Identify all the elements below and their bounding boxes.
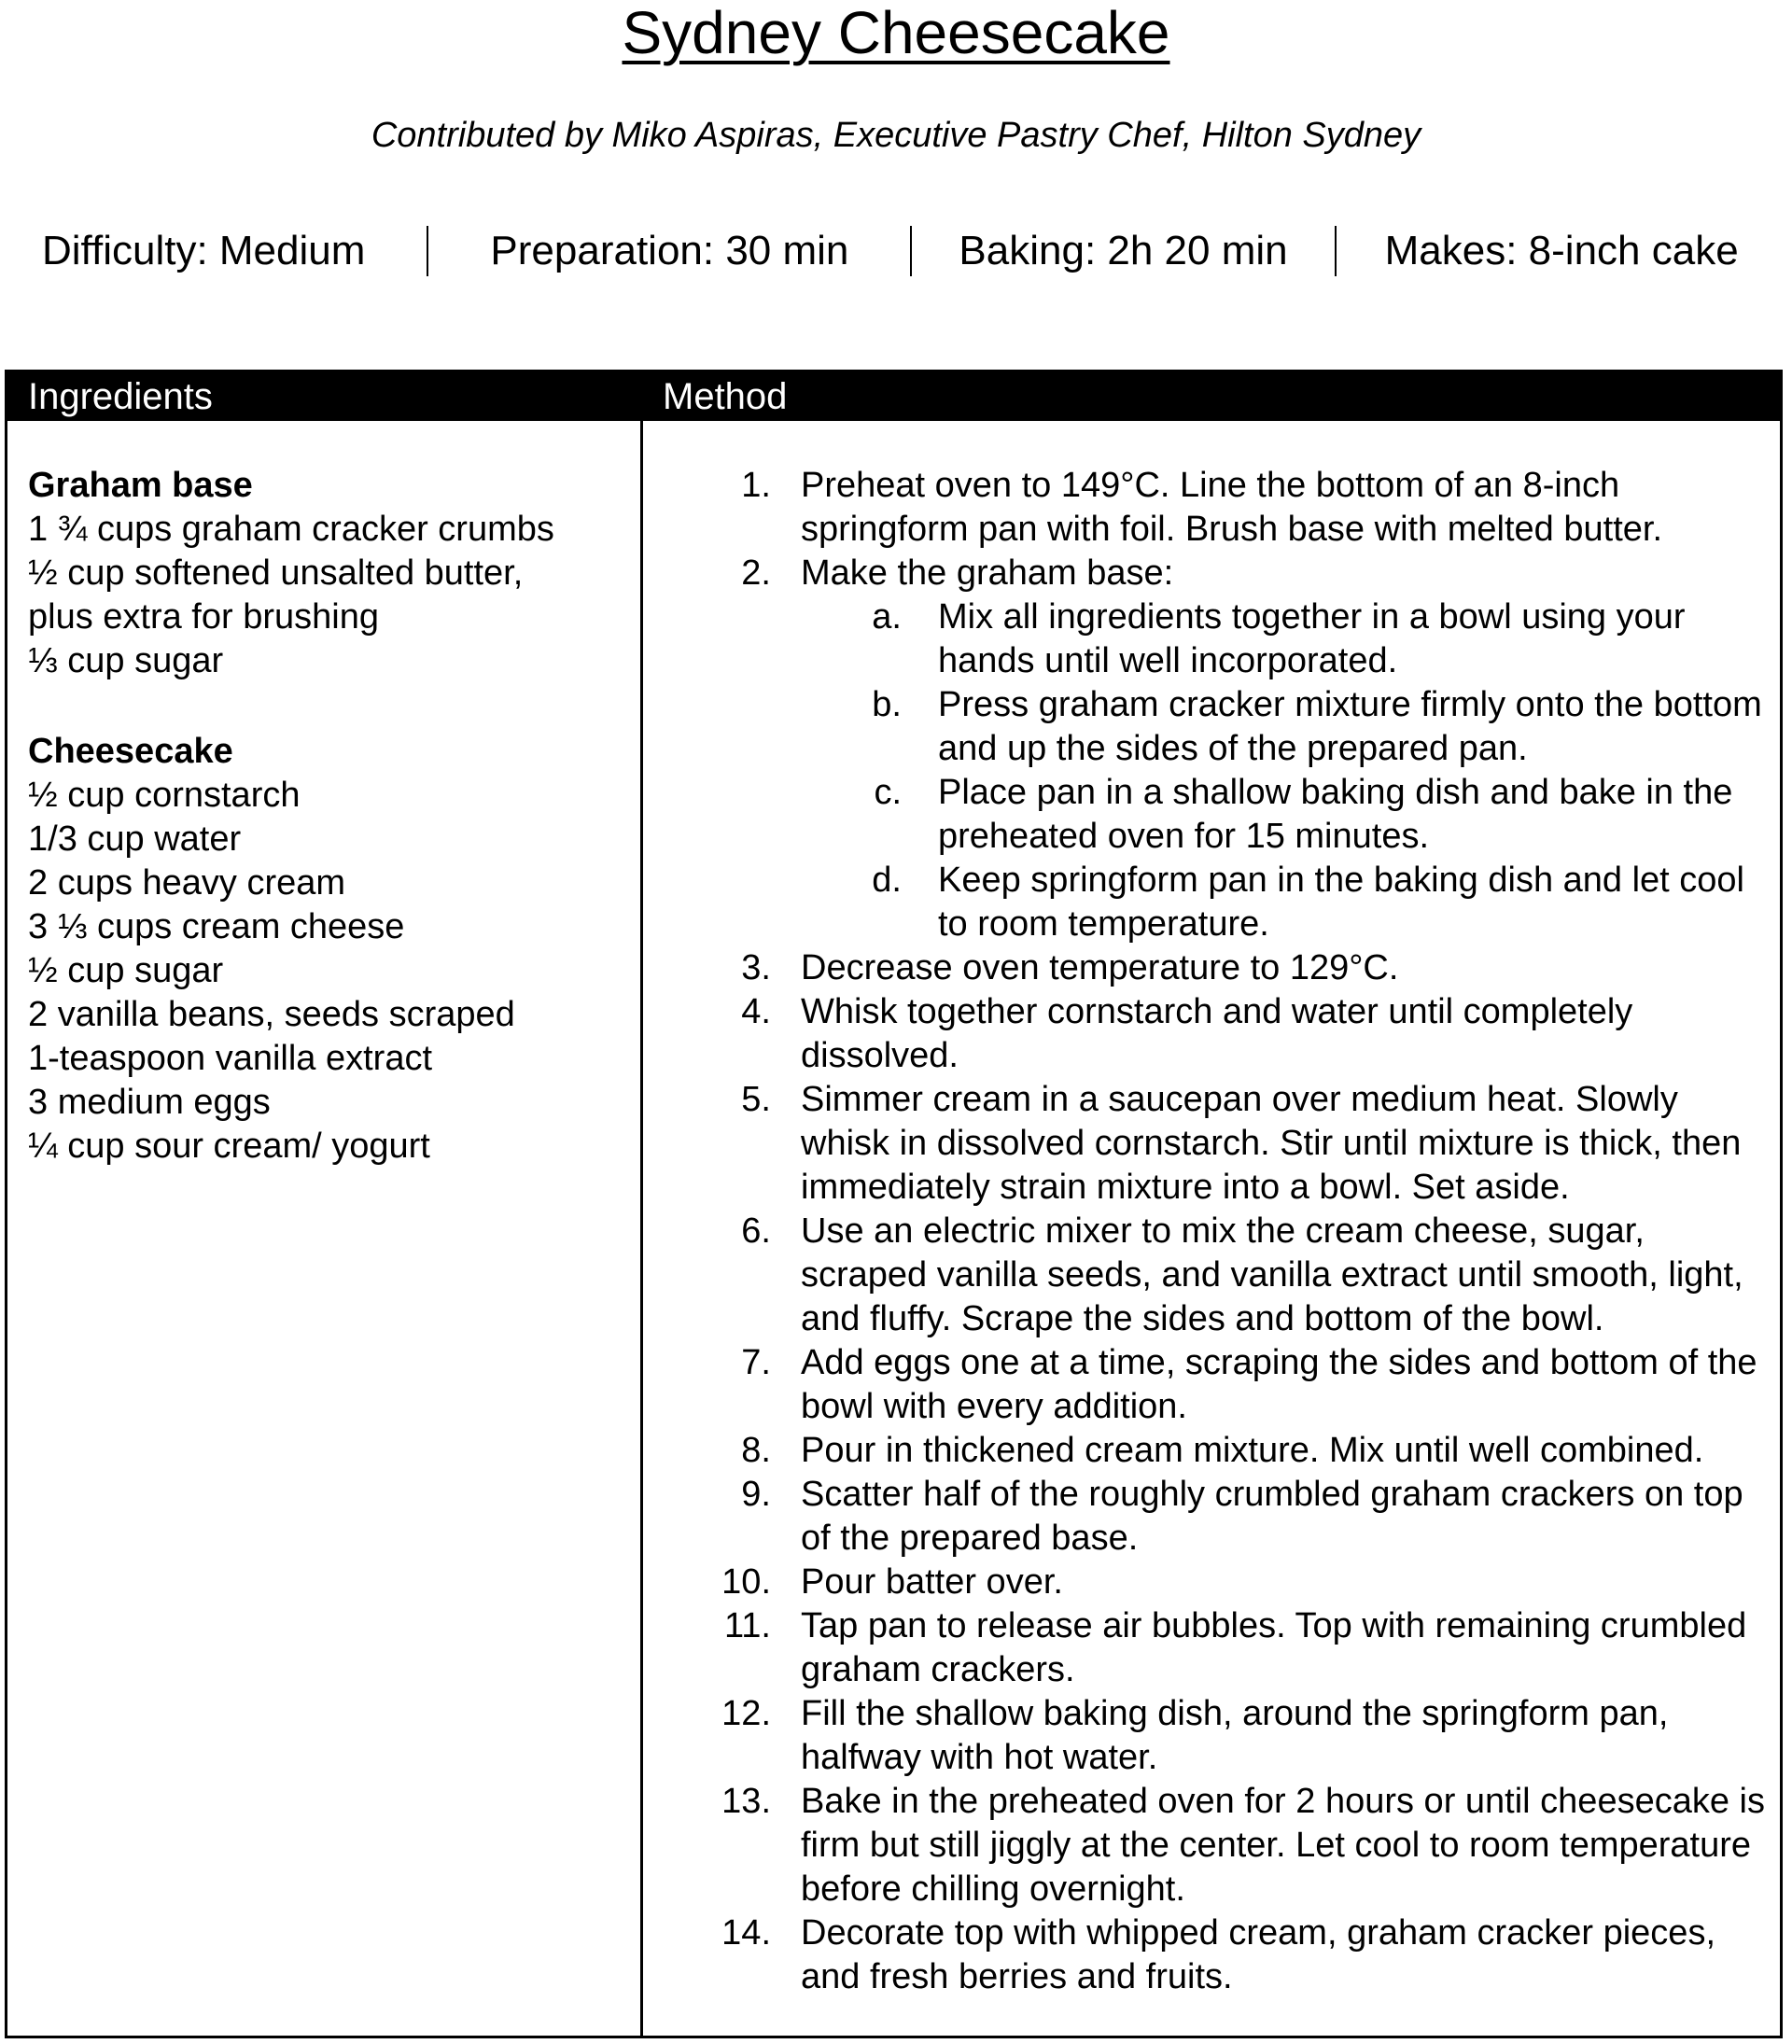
meta-divider bbox=[427, 226, 428, 276]
ingredient-item: ½ cup cornstarch bbox=[28, 776, 301, 815]
cheesecake-heading: Cheesecake bbox=[28, 732, 233, 771]
method-step bbox=[661, 1561, 1776, 1604]
substep-text: Keep springform pan in the baking dish and let cool to room temperature. bbox=[938, 861, 1744, 944]
method-substep bbox=[661, 771, 1776, 859]
substep-letter: a. bbox=[872, 597, 902, 637]
step-text: Decorate top with whipped cream, graham cracker pieces, and fresh berries and fruits. bbox=[801, 1913, 1716, 1996]
step-text: Tap pan to release air bubbles. Top with remaining crumbled graham crackers. bbox=[801, 1606, 1747, 1689]
ingredient-item: plus extra for brushing bbox=[28, 597, 379, 637]
ingredient-item: ⅓ cup sugar bbox=[28, 641, 224, 680]
substep-letter: d. bbox=[872, 861, 902, 900]
step-text: Pour in thickened cream mixture. Mix until well combined. bbox=[801, 1431, 1704, 1470]
recipe-title: Sydney Cheesecake bbox=[622, 0, 1170, 66]
step-number: 2. bbox=[741, 553, 771, 593]
column-divider bbox=[640, 421, 643, 2036]
method-step bbox=[661, 1692, 1776, 1780]
substep-text: Press graham cracker mixture firmly onto the bottom and up the sides of the prepared pan. bbox=[938, 685, 1762, 768]
step-number: 8. bbox=[741, 1431, 771, 1470]
meta-divider bbox=[1335, 226, 1337, 276]
step-text: Scatter half of the roughly crumbled graham crackers on top of the prepared base. bbox=[801, 1475, 1743, 1558]
section-gap bbox=[28, 683, 625, 730]
difficulty-label: Difficulty: Medium bbox=[42, 228, 366, 273]
method-step bbox=[661, 1473, 1776, 1561]
substep-letter: c. bbox=[874, 773, 902, 812]
step-number: 7. bbox=[741, 1343, 771, 1382]
step-number: 9. bbox=[741, 1475, 771, 1514]
step-number: 1. bbox=[741, 466, 771, 505]
method-step bbox=[661, 1604, 1776, 1692]
graham-base-heading: Graham base bbox=[28, 466, 253, 505]
method-column bbox=[661, 464, 1776, 1999]
step-number: 3. bbox=[741, 948, 771, 987]
method-step bbox=[661, 464, 1776, 552]
baking-time-label: Baking: 2h 20 min bbox=[959, 228, 1288, 273]
method-step bbox=[661, 1429, 1776, 1473]
recipe-meta-bar bbox=[42, 224, 1759, 278]
ingredient-item: 3 ⅓ cups cream cheese bbox=[28, 907, 405, 946]
step-text: Fill the shallow baking dish, around the springform pan, halfway with hot water. bbox=[801, 1694, 1669, 1777]
method-step bbox=[661, 1911, 1776, 1999]
method-step bbox=[661, 1210, 1776, 1341]
substep-text: Mix all ingredients together in a bowl using your hands until well incorporated. bbox=[938, 597, 1686, 680]
method-substep bbox=[661, 683, 1776, 771]
preparation-time-label: Preparation: 30 min bbox=[490, 228, 849, 273]
step-number: 10. bbox=[721, 1562, 771, 1602]
step-text: Whisk together cornstarch and water until completely dissolved. bbox=[801, 992, 1633, 1075]
step-number: 13. bbox=[721, 1782, 771, 1821]
step-number: 14. bbox=[721, 1913, 771, 1953]
step-number: 11. bbox=[723, 1606, 771, 1645]
method-step bbox=[661, 1341, 1776, 1429]
method-step bbox=[661, 946, 1776, 990]
step-text: Decrease oven temperature to 129°C. bbox=[801, 948, 1399, 987]
ingredient-item: 1/3 cup water bbox=[28, 819, 242, 859]
method-step bbox=[661, 1078, 1776, 1210]
ingredient-item: 1-teaspoon vanilla extract bbox=[28, 1039, 433, 1078]
step-number: 12. bbox=[721, 1694, 771, 1733]
substep-text: Place pan in a shallow baking dish and bake in the preheated oven for 15 minutes. bbox=[938, 773, 1733, 856]
recipe-contributor: Contributed by Miko Aspiras, Executive Pastry Chef, Hilton Sydney bbox=[371, 116, 1421, 155]
ingredients-header: Ingredients bbox=[28, 376, 213, 417]
substep-letter: b. bbox=[872, 685, 902, 724]
ingredients-column bbox=[28, 464, 625, 1169]
step-number: 4. bbox=[741, 992, 771, 1031]
step-text: Use an electric mixer to mix the cream cheese, sugar, scraped vanilla seeds, and vanilla extract until smooth, light, and fluffy. Scrape the sides and bottom of the bowl. bbox=[801, 1211, 1743, 1338]
ingredient-item: 2 vanilla beans, seeds scraped bbox=[28, 995, 515, 1034]
recipe-table bbox=[5, 370, 1783, 2038]
ingredient-item: ½ cup sugar bbox=[28, 951, 224, 990]
ingredient-item: ¼ cup sour cream/ yogurt bbox=[28, 1127, 430, 1166]
yield-label: Makes: 8-inch cake bbox=[1384, 228, 1739, 273]
ingredient-item: ½ cup softened unsalted butter, bbox=[28, 553, 524, 593]
table-header bbox=[7, 372, 1780, 421]
method-step bbox=[661, 552, 1776, 595]
step-text: Add eggs one at a time, scraping the sides and bottom of the bowl with every addition. bbox=[801, 1343, 1757, 1426]
step-text: Make the graham base: bbox=[801, 553, 1174, 593]
method-step bbox=[661, 1780, 1776, 1911]
step-text: Simmer cream in a saucepan over medium heat. Slowly whisk in dissolved cornstarch. Stir until mixture is thick, then immediately strain mixture into a bowl. Set aside. bbox=[801, 1080, 1742, 1207]
meta-divider bbox=[910, 226, 912, 276]
method-substep bbox=[661, 859, 1776, 946]
step-number: 6. bbox=[741, 1211, 771, 1251]
ingredient-item: 1 ¾ cups graham cracker crumbs bbox=[28, 510, 554, 549]
step-text: Preheat oven to 149°C. Line the bottom of an 8-inch springform pan with foil. Brush base with melted butter. bbox=[801, 466, 1663, 549]
method-substep bbox=[661, 595, 1776, 683]
ingredient-item: 2 cups heavy cream bbox=[28, 863, 346, 903]
ingredient-item: 3 medium eggs bbox=[28, 1083, 271, 1122]
step-text: Bake in the preheated oven for 2 hours or until cheesecake is firm but still jiggly at the center. Let cool to room temperature before chilling overnight. bbox=[801, 1782, 1765, 1909]
step-text: Pour batter over. bbox=[801, 1562, 1063, 1602]
step-number: 5. bbox=[741, 1080, 771, 1119]
method-step bbox=[661, 990, 1776, 1078]
method-header: Method bbox=[663, 376, 788, 417]
